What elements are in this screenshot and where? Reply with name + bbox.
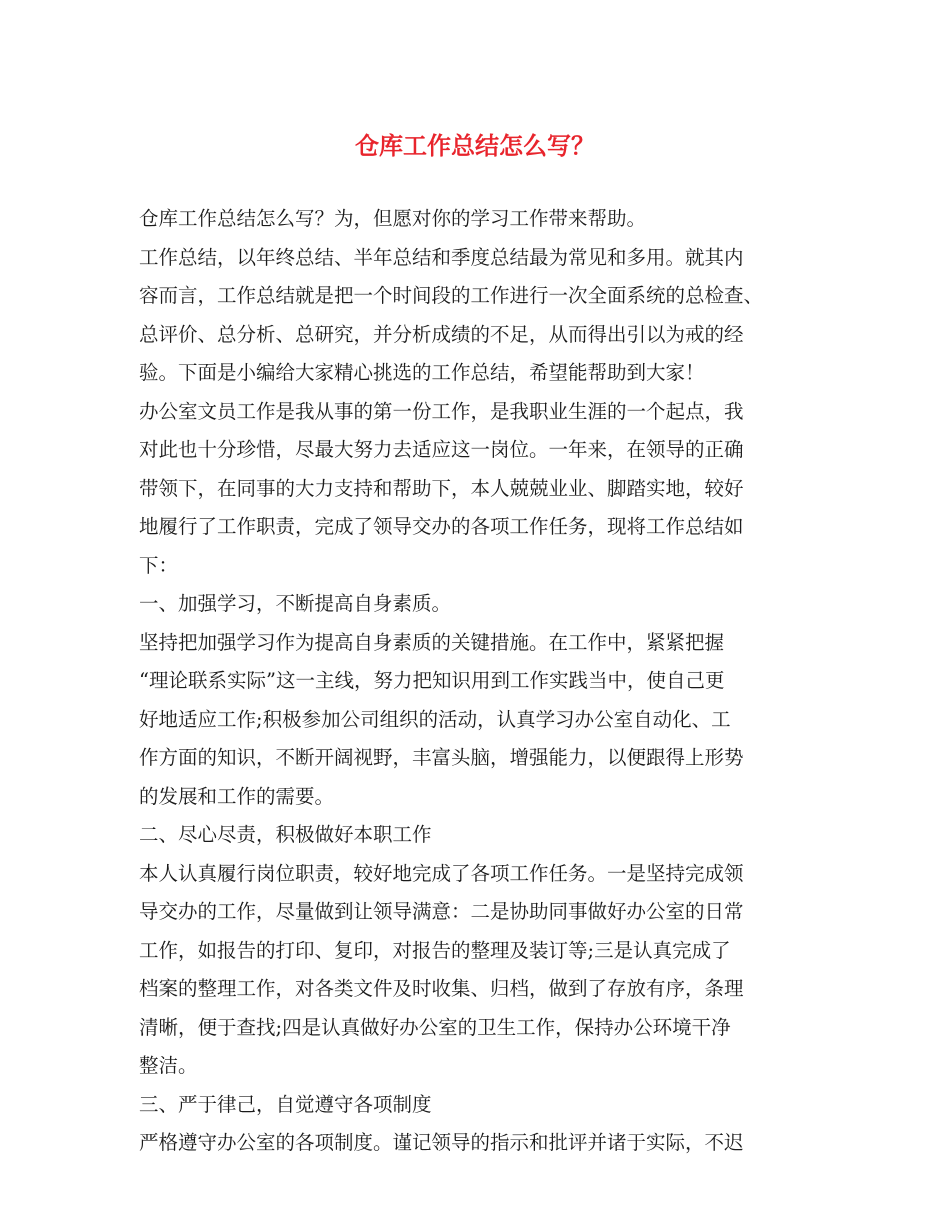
body-line: 总评价、总分析、总研究，并分析成绩的不足，从而得出引以为戒的经 (139, 322, 744, 346)
body-line: 工作总结，以年终总结、半年总结和季度总结最为常见和多用。就其内 (139, 245, 744, 269)
body-line: 对此也十分珍惜，尽最大努力去适应这一岗位。一年来，在领导的正确 (139, 438, 744, 461)
body-line: 作方面的知识，不断开阔视野，丰富头脑，增强能力，以便跟得上形势 (139, 746, 744, 769)
body-line: 下： (139, 553, 179, 577)
body-line: 仓库工作总结怎么写？为，但愿对你的学习工作带来帮助。 (139, 207, 647, 230)
body-line: 坚持把加强学习作为提高自身素质的关键措施。在工作中，紧紧把握 (139, 630, 725, 654)
document-title: 仓库工作总结怎么写？ (355, 131, 595, 160)
body-line: 地履行了工作职责，完成了领导交办的各项工作任务，现将工作总结如 (139, 515, 744, 538)
body-line: 容而言，工作总结就是把一个时间段的工作进行一次全面系统的总检查、 (139, 284, 764, 307)
body-line: 导交办的工作，尽量做到让领导满意：二是协助同事做好办公室的日常 (139, 900, 744, 923)
document-body (139, 200, 829, 1163)
section-heading-1: 一、加强学习，不断提高自身素质。 (139, 592, 452, 615)
section-heading-2: 二、尽心尽责，积极做好本职工作 (139, 823, 432, 846)
body-line: 档案的整理工作，对各类文件及时收集、归档，做到了存放有序，条理 (139, 977, 744, 1000)
body-line: 本人认真履行岗位职责，较好地完成了各项工作任务。一是坚持完成领 (139, 861, 744, 885)
body-line: 清晰，便于查找;四是认真做好办公室的卫生工作，保持办公环境干净 (139, 1015, 731, 1039)
body-line: 带领下，在同事的大力支持和帮助下，本人兢兢业业、脚踏实地，较好 (139, 476, 744, 500)
body-line: 严格遵守办公室的各项制度。谨记领导的指示和批评并诸于实际，不迟 (139, 1131, 744, 1154)
body-line: 验。下面是小编给大家精心挑选的工作总结，希望能帮助到大家！ (139, 361, 705, 384)
body-line: 的发展和工作的需要。 (139, 784, 335, 808)
body-line: 好地适应工作;积极参加公司组织的活动，认真学习办公室自动化、工 (139, 707, 731, 731)
body-line: 整洁。 (139, 1054, 198, 1077)
body-line: 工作，如报告的打印、复印，对报告的整理及装订等;三是认真完成了 (139, 938, 731, 962)
section-heading-3: 三、严于律己，自觉遵守各项制度 (139, 1092, 432, 1116)
body-line: “理论联系实际”这一主线，努力把知识用到工作实践当中，使自己更 (139, 669, 725, 692)
body-line: 办公室文员工作是我从事的第一份工作，是我职业生涯的一个起点，我 (139, 399, 744, 423)
